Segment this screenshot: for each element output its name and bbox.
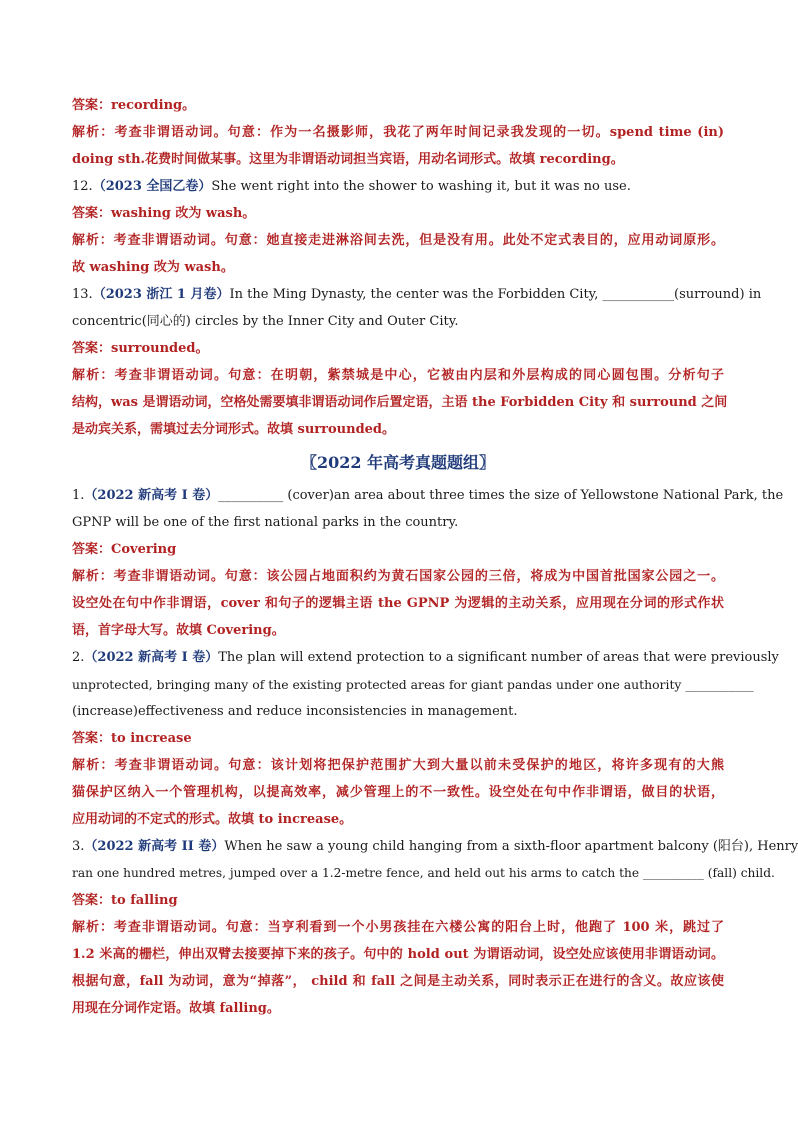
explanation-line: 是动宾关系，需填过去分词形式。故填 surrounded。	[72, 422, 396, 437]
question-number: 1.	[72, 488, 85, 503]
question-number: 13.	[72, 287, 93, 302]
question-text: GPNP will be one of the first national parks in the country.	[72, 515, 459, 530]
answer-line: 答案：Covering	[72, 542, 177, 557]
explanation-line: 1.2 米高的栅栏，伸出双臂去接要掉下来的孩子。句中的 hold out 为谓语动词，设空处应该使用非谓语动词。	[72, 947, 724, 962]
question-text: In the Ming Dynasty, the center was the Forbidden City, ___________(surround) in	[229, 287, 762, 302]
question-text: concentric(同心的) circles by the Inner City and Outer City.	[72, 314, 459, 329]
question-13	[72, 281, 762, 308]
question-source: （2022 新高考 I 卷）	[84, 488, 219, 503]
explanation-line: 根据句意，fall 为动词，意为“掉落”， child 和 fall 之间是主动关系，同时表示正在进行的含义。故应该使	[72, 974, 724, 989]
answer-line: 答案：washing 改为 wash。	[72, 206, 256, 221]
explanation-line: 应用动词的不定式的形式。故填 to increase。	[72, 812, 353, 827]
answer-line: 答案：to falling	[72, 893, 178, 908]
question-text: (increase)effectiveness and reduce inconsistencies in management.	[72, 704, 518, 719]
explanation-line: doing sth.花费时间做某事。这里为非谓语动词担当宾语，用动名词形式。故填 recording。	[72, 152, 624, 167]
question-2	[72, 644, 779, 671]
question-1	[72, 482, 784, 509]
explanation-line: 解析：考查非谓语动词。句意：该计划将把保护范围扩大到大量以前未受保护的地区，将许多现有的大熊	[72, 758, 724, 773]
document-page	[72, 92, 798, 1022]
explanation-line: 解析：考查非谓语动词。句意：该公园占地面积约为黄石国家公园的三倍，将成为中国首批国家公园之一。	[72, 569, 724, 584]
question-number: 3.	[72, 839, 85, 854]
answer-line: 答案：recording。	[72, 98, 196, 113]
question-text: __________ (cover)an area about three times the size of Yellowstone National Park, the	[218, 488, 784, 503]
explanation-line: 故 washing 改为 wash。	[72, 260, 234, 275]
explanation-line: 解析：考查非谓语动词。句意：当亨利看到一个小男孩挂在六楼公寓的阳台上时，他跑了 100 米，跳过了	[72, 920, 724, 935]
explanation-line: 设空处在句中作非谓语，cover 和句子的逻辑主语 the GPNP 为逻辑的主动关系，应用现在分词的形式作状	[72, 596, 724, 611]
question-text: unprotected, bringing many of the existing protected areas for giant pandas under one authority ___________	[72, 677, 754, 692]
question-text: She went right into the shower to washing it, but it was no use.	[211, 179, 631, 194]
question-number: 12.	[72, 179, 93, 194]
question-source: （2022 新高考 I 卷）	[84, 650, 219, 665]
explanation-line: 解析：考查非谓语动词。句意：在明朝，紫禁城是中心，它被由内层和外层构成的同心圆包围。分析句子	[72, 368, 724, 383]
question-source: （2023 浙江 1 月卷）	[92, 287, 230, 302]
explanation-line: 猫保护区纳入一个管理机构，以提高效率，减少管理上的不一致性。设空处在句中作非谓语，做目的状语，	[72, 785, 724, 800]
question-3	[72, 833, 798, 860]
question-text: When he saw a young child hanging from a sixth-floor apartment balcony (阳台), Henry	[224, 839, 798, 854]
question-text: ran one hundred metres, jumped over a 1.2-metre fence, and held out his arms to catch the __________ (fall) child.	[72, 866, 775, 880]
explanation-line: 语，首字母大写。故填 Covering。	[72, 623, 285, 638]
explanation-line: 结构，was 是谓语动词，空格处需要填非谓语动词作后置定语，主语 the Forbidden City 和 surround 之间	[72, 395, 728, 410]
question-number: 2.	[72, 650, 85, 665]
question-12	[72, 173, 724, 200]
question-source: （2022 新高考 II 卷）	[84, 839, 225, 854]
explanation-line: 解析：考查非谓语动词。句意：她直接走进淋浴间去洗，但是没有用。此处不定式表目的，应用动词原形。	[72, 233, 724, 248]
answer-line: 答案：surrounded。	[72, 341, 209, 356]
answer-line: 答案：to increase	[72, 731, 192, 746]
question-source: （2023 全国乙卷）	[92, 179, 212, 194]
question-text: The plan will extend protection to a significant number of areas that were previously	[218, 650, 779, 665]
explanation-line: 用现在分词作定语。故填 falling。	[72, 1001, 280, 1016]
section-title: 〖2022 年高考真题题组〗	[300, 453, 496, 472]
explanation-line: 解析：考查非谓语动词。句意：作为一名摄影师，我花了两年时间记录我发现的一切。spend time (in)	[72, 125, 724, 140]
